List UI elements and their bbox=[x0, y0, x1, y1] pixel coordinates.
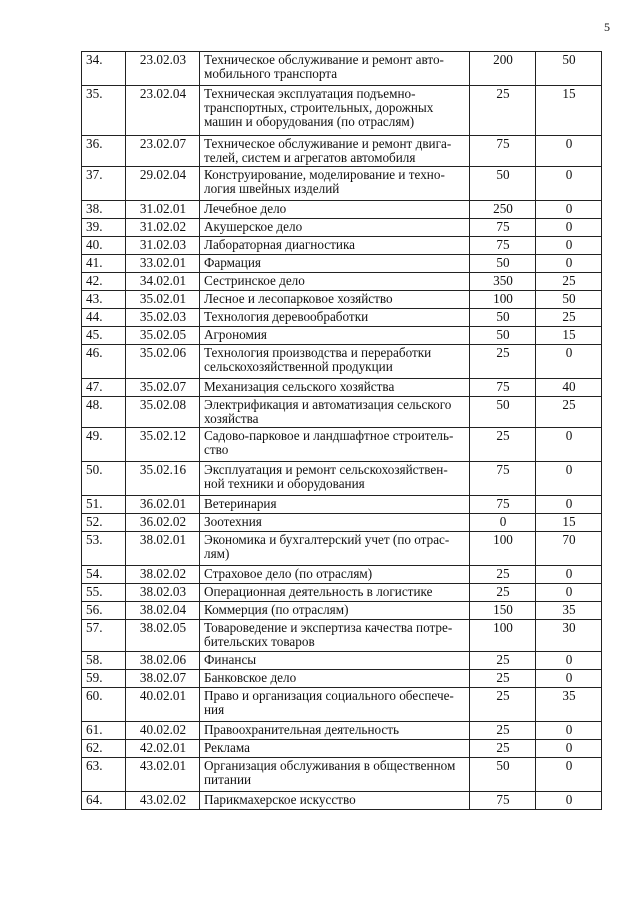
row-number: 52. bbox=[82, 514, 126, 532]
table-row bbox=[82, 670, 602, 688]
paid-places: 15 bbox=[536, 86, 602, 136]
budget-places: 50 bbox=[470, 327, 536, 345]
row-number: 58. bbox=[82, 652, 126, 670]
specialty-code: 29.02.04 bbox=[126, 167, 200, 201]
budget-places: 25 bbox=[470, 688, 536, 722]
table-row bbox=[82, 379, 602, 397]
row-number: 54. bbox=[82, 566, 126, 584]
table-row bbox=[82, 566, 602, 584]
specialty-code: 38.02.03 bbox=[126, 584, 200, 602]
row-number: 38. bbox=[82, 201, 126, 219]
paid-places: 0 bbox=[536, 237, 602, 255]
specialty-code: 31.02.01 bbox=[126, 201, 200, 219]
table-row bbox=[82, 345, 602, 379]
budget-places: 100 bbox=[470, 532, 536, 566]
specialty-name: Право и организация социального обеспече-ния bbox=[200, 688, 470, 722]
budget-places: 25 bbox=[470, 428, 536, 462]
paid-places: 50 bbox=[536, 52, 602, 86]
table-row bbox=[82, 167, 602, 201]
specialty-code: 38.02.06 bbox=[126, 652, 200, 670]
paid-places: 0 bbox=[536, 740, 602, 758]
table-row bbox=[82, 620, 602, 652]
budget-places: 200 bbox=[470, 52, 536, 86]
row-number: 63. bbox=[82, 758, 126, 792]
table-row bbox=[82, 52, 602, 86]
row-number: 60. bbox=[82, 688, 126, 722]
row-number: 40. bbox=[82, 237, 126, 255]
table-row bbox=[82, 219, 602, 237]
specialty-code: 35.02.16 bbox=[126, 462, 200, 496]
specialty-code: 35.02.07 bbox=[126, 379, 200, 397]
budget-places: 25 bbox=[470, 722, 536, 740]
table-row bbox=[82, 291, 602, 309]
budget-places: 75 bbox=[470, 219, 536, 237]
row-number: 55. bbox=[82, 584, 126, 602]
specialty-name: Фармация bbox=[200, 255, 470, 273]
paid-places: 0 bbox=[536, 496, 602, 514]
specialty-name: Акушерское дело bbox=[200, 219, 470, 237]
budget-places: 350 bbox=[470, 273, 536, 291]
budget-places: 25 bbox=[470, 670, 536, 688]
table-row bbox=[82, 652, 602, 670]
budget-places: 50 bbox=[470, 758, 536, 792]
specialty-name: Технология деревообработки bbox=[200, 309, 470, 327]
budget-places: 75 bbox=[470, 462, 536, 496]
table-row bbox=[82, 722, 602, 740]
specialty-name: Организация обслуживания в общественном питании bbox=[200, 758, 470, 792]
specialty-name: Техническое обслуживание и ремонт авто-мобильного транспорта bbox=[200, 52, 470, 86]
row-number: 62. bbox=[82, 740, 126, 758]
table-row bbox=[82, 602, 602, 620]
specialty-code: 35.02.03 bbox=[126, 309, 200, 327]
paid-places: 30 bbox=[536, 620, 602, 652]
specialty-code: 43.02.01 bbox=[126, 758, 200, 792]
row-number: 64. bbox=[82, 792, 126, 810]
specialty-name: Эксплуатация и ремонт сельскохозяйствен-ной техники и оборудования bbox=[200, 462, 470, 496]
row-number: 50. bbox=[82, 462, 126, 496]
row-number: 48. bbox=[82, 397, 126, 428]
budget-places: 250 bbox=[470, 201, 536, 219]
specialty-name: Лабораторная диагностика bbox=[200, 237, 470, 255]
specialty-name: Техническое обслуживание и ремонт двига-телей, систем и агрегатов автомобиля bbox=[200, 136, 470, 167]
specialty-name: Агрономия bbox=[200, 327, 470, 345]
paid-places: 0 bbox=[536, 136, 602, 167]
specialty-code: 35.02.05 bbox=[126, 327, 200, 345]
paid-places: 0 bbox=[536, 584, 602, 602]
paid-places: 0 bbox=[536, 428, 602, 462]
budget-places: 75 bbox=[470, 136, 536, 167]
specialty-name: Лечебное дело bbox=[200, 201, 470, 219]
row-number: 45. bbox=[82, 327, 126, 345]
row-number: 61. bbox=[82, 722, 126, 740]
specialty-code: 43.02.02 bbox=[126, 792, 200, 810]
specialty-name: Товароведение и экспертиза качества потре-бительских товаров bbox=[200, 620, 470, 652]
paid-places: 0 bbox=[536, 255, 602, 273]
specialty-code: 35.02.12 bbox=[126, 428, 200, 462]
specialty-code: 35.02.01 bbox=[126, 291, 200, 309]
table-row bbox=[82, 86, 602, 136]
row-number: 34. bbox=[82, 52, 126, 86]
row-number: 46. bbox=[82, 345, 126, 379]
specialty-name: Реклама bbox=[200, 740, 470, 758]
budget-places: 100 bbox=[470, 291, 536, 309]
row-number: 35. bbox=[82, 86, 126, 136]
specialty-name: Лесное и лесопарковое хозяйство bbox=[200, 291, 470, 309]
specialty-name: Технология производства и переработки сельскохозяйственной продукции bbox=[200, 345, 470, 379]
budget-places: 25 bbox=[470, 345, 536, 379]
specialty-name: Электрификация и автоматизация сельского хозяйства bbox=[200, 397, 470, 428]
row-number: 57. bbox=[82, 620, 126, 652]
specialty-code: 35.02.06 bbox=[126, 345, 200, 379]
paid-places: 0 bbox=[536, 462, 602, 496]
paid-places: 0 bbox=[536, 670, 602, 688]
budget-places: 25 bbox=[470, 584, 536, 602]
table-row bbox=[82, 428, 602, 462]
paid-places: 25 bbox=[536, 309, 602, 327]
specialty-name: Садово-парковое и ландшафтное строитель-ство bbox=[200, 428, 470, 462]
budget-places: 50 bbox=[470, 397, 536, 428]
table-body bbox=[82, 52, 602, 810]
specialty-name: Парикмахерское искусство bbox=[200, 792, 470, 810]
table-row bbox=[82, 758, 602, 792]
specialty-code: 38.02.07 bbox=[126, 670, 200, 688]
specialty-code: 35.02.08 bbox=[126, 397, 200, 428]
paid-places: 0 bbox=[536, 792, 602, 810]
table-row bbox=[82, 237, 602, 255]
table-row bbox=[82, 532, 602, 566]
budget-places: 100 bbox=[470, 620, 536, 652]
specialty-code: 40.02.01 bbox=[126, 688, 200, 722]
table-row bbox=[82, 496, 602, 514]
specialty-name: Банковское дело bbox=[200, 670, 470, 688]
row-number: 59. bbox=[82, 670, 126, 688]
paid-places: 0 bbox=[536, 345, 602, 379]
table-row bbox=[82, 201, 602, 219]
budget-places: 25 bbox=[470, 740, 536, 758]
row-number: 36. bbox=[82, 136, 126, 167]
budget-places: 25 bbox=[470, 652, 536, 670]
specialty-code: 23.02.07 bbox=[126, 136, 200, 167]
table-row bbox=[82, 273, 602, 291]
row-number: 49. bbox=[82, 428, 126, 462]
budget-places: 0 bbox=[470, 514, 536, 532]
row-number: 39. bbox=[82, 219, 126, 237]
specialty-code: 38.02.04 bbox=[126, 602, 200, 620]
paid-places: 0 bbox=[536, 201, 602, 219]
row-number: 51. bbox=[82, 496, 126, 514]
specialty-code: 38.02.01 bbox=[126, 532, 200, 566]
specialty-name: Коммерция (по отраслям) bbox=[200, 602, 470, 620]
table-row bbox=[82, 462, 602, 496]
paid-places: 25 bbox=[536, 273, 602, 291]
specialty-code: 38.02.05 bbox=[126, 620, 200, 652]
specialties-table bbox=[81, 51, 602, 810]
budget-places: 150 bbox=[470, 602, 536, 620]
paid-places: 25 bbox=[536, 397, 602, 428]
table-row bbox=[82, 397, 602, 428]
specialty-code: 31.02.02 bbox=[126, 219, 200, 237]
budget-places: 75 bbox=[470, 496, 536, 514]
specialty-code: 34.02.01 bbox=[126, 273, 200, 291]
page-number: 5 bbox=[604, 20, 610, 34]
specialty-name: Правоохранительная деятельность bbox=[200, 722, 470, 740]
paid-places: 50 bbox=[536, 291, 602, 309]
paid-places: 0 bbox=[536, 219, 602, 237]
table-row bbox=[82, 514, 602, 532]
paid-places: 0 bbox=[536, 566, 602, 584]
row-number: 37. bbox=[82, 167, 126, 201]
paid-places: 35 bbox=[536, 602, 602, 620]
paid-places: 35 bbox=[536, 688, 602, 722]
paid-places: 0 bbox=[536, 722, 602, 740]
specialty-name: Зоотехния bbox=[200, 514, 470, 532]
paid-places: 15 bbox=[536, 327, 602, 345]
specialty-code: 36.02.02 bbox=[126, 514, 200, 532]
paid-places: 0 bbox=[536, 167, 602, 201]
specialty-code: 23.02.04 bbox=[126, 86, 200, 136]
table-row bbox=[82, 309, 602, 327]
specialty-code: 23.02.03 bbox=[126, 52, 200, 86]
specialty-code: 33.02.01 bbox=[126, 255, 200, 273]
table-row bbox=[82, 688, 602, 722]
row-number: 42. bbox=[82, 273, 126, 291]
specialty-code: 38.02.02 bbox=[126, 566, 200, 584]
specialty-code: 36.02.01 bbox=[126, 496, 200, 514]
paid-places: 40 bbox=[536, 379, 602, 397]
budget-places: 75 bbox=[470, 237, 536, 255]
specialty-name: Техническая эксплуатация подъемно-транспортных, строительных, дорожных машин и оборудования (по отраслям) bbox=[200, 86, 470, 136]
budget-places: 50 bbox=[470, 255, 536, 273]
budget-places: 50 bbox=[470, 309, 536, 327]
specialty-name: Финансы bbox=[200, 652, 470, 670]
row-number: 43. bbox=[82, 291, 126, 309]
budget-places: 25 bbox=[470, 86, 536, 136]
paid-places: 0 bbox=[536, 758, 602, 792]
table-row bbox=[82, 584, 602, 602]
row-number: 41. bbox=[82, 255, 126, 273]
table-row bbox=[82, 740, 602, 758]
specialty-name: Операционная деятельность в логистике bbox=[200, 584, 470, 602]
budget-places: 50 bbox=[470, 167, 536, 201]
budget-places: 75 bbox=[470, 379, 536, 397]
specialty-name: Страховое дело (по отраслям) bbox=[200, 566, 470, 584]
specialty-code: 31.02.03 bbox=[126, 237, 200, 255]
row-number: 56. bbox=[82, 602, 126, 620]
row-number: 47. bbox=[82, 379, 126, 397]
table-row bbox=[82, 255, 602, 273]
table-row bbox=[82, 136, 602, 167]
row-number: 44. bbox=[82, 309, 126, 327]
specialty-name: Экономика и бухгалтерский учет (по отрас-лям) bbox=[200, 532, 470, 566]
paid-places: 70 bbox=[536, 532, 602, 566]
specialty-name: Ветеринария bbox=[200, 496, 470, 514]
specialty-name: Сестринское дело bbox=[200, 273, 470, 291]
specialty-code: 42.02.01 bbox=[126, 740, 200, 758]
specialty-name: Механизация сельского хозяйства bbox=[200, 379, 470, 397]
table-row bbox=[82, 792, 602, 810]
paid-places: 15 bbox=[536, 514, 602, 532]
budget-places: 25 bbox=[470, 566, 536, 584]
table-row bbox=[82, 327, 602, 345]
specialty-name: Конструирование, моделирование и техно-логия швейных изделий bbox=[200, 167, 470, 201]
specialty-code: 40.02.02 bbox=[126, 722, 200, 740]
row-number: 53. bbox=[82, 532, 126, 566]
budget-places: 75 bbox=[470, 792, 536, 810]
paid-places: 0 bbox=[536, 652, 602, 670]
